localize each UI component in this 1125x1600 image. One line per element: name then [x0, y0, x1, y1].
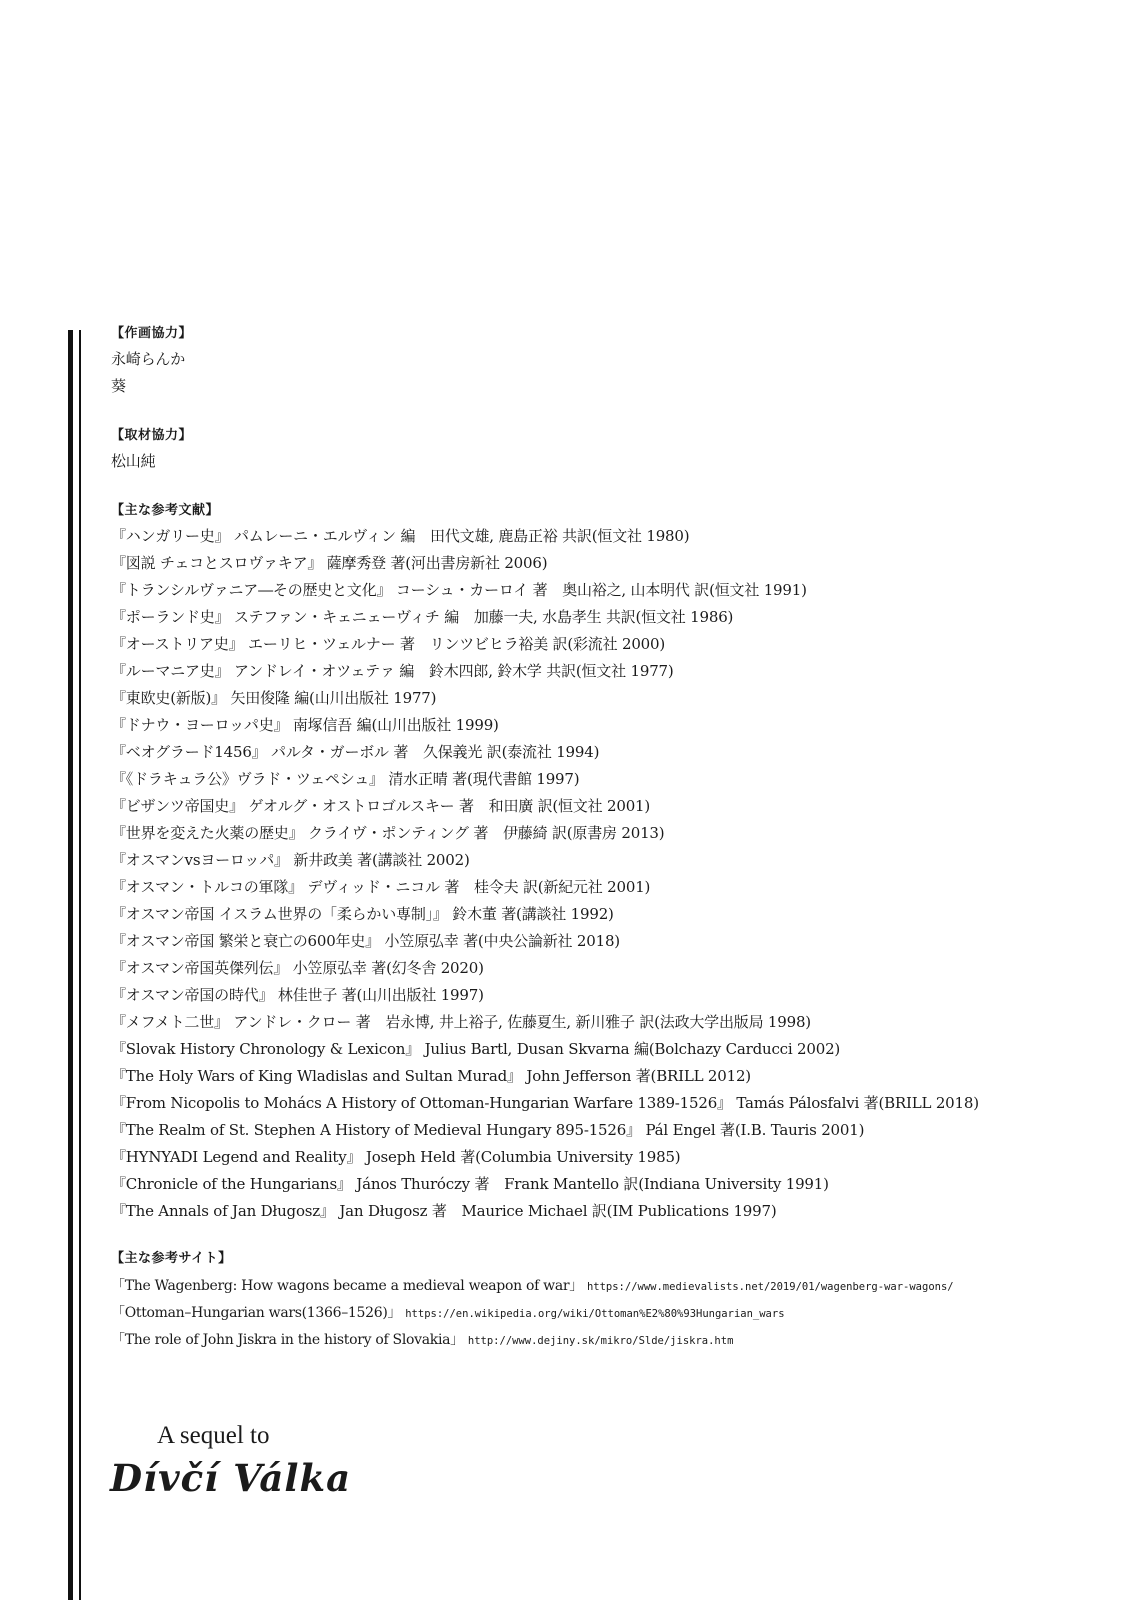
site-url: https://www.medievalists.net/2019/01/wagenberg-war-wagons/: [586, 1281, 954, 1293]
reference-item: 『世界を変えた火薬の歴史』 クライヴ・ポンティング 著 伊藤綺 訳(原書房 2013): [111, 824, 665, 842]
illustration-credits-heading: 【作画協力】: [111, 326, 193, 341]
reference-item: 『The Realm of St. Stephen A History of Medieval Hungary 895-1526』 Pál Engel 著(I.B. Tauris 2001): [111, 1121, 865, 1139]
reference-item: 『ルーマニア史』 アンドレイ・オツェテァ 編 鈴木四郎, 鈴木学 共訳(恒文社 1977): [111, 662, 674, 680]
sequel-logo: [110, 1418, 351, 1502]
reference-item: 『トランシルヴァニア―その歴史と文化』 コーシュ・カーロイ 著 奥山裕之, 山本明代 訳(恒文社 1991): [111, 581, 807, 599]
sequel-title: Dívčí Válka: [110, 1456, 352, 1500]
illustration-credits-section: [111, 324, 1111, 400]
site-title: 「The Wagenberg: How wagons became a medieval weapon of war」: [111, 1278, 583, 1294]
reference-item: 『ハンガリー史』 パムレーニ・エルヴィン 編 田代文雄, 鹿島正裕 共訳(恒文社 1980): [111, 527, 690, 545]
reference-item: 『図説 チェコとスロヴァキア』 薩摩秀登 著(河出書房新社 2006): [111, 554, 548, 572]
site-item: [111, 1273, 1111, 1300]
reference-item: 『Chronicle of the Hungarians』 János Thuróczy 著 Frank Mantello 訳(Indiana University 1991): [111, 1175, 829, 1193]
reference-item: 『オスマン帝国 繁栄と衰亡の600年史』 小笠原弘幸 著(中央公論新社 2018): [111, 932, 620, 950]
reference-item: 『The Holy Wars of King Wladislas and Sultan Murad』 John Jefferson 著(BRILL 2012): [111, 1067, 751, 1085]
reference-item: 『オスマンvsヨーロッパ』 新井政美 著(講談社 2002): [111, 851, 470, 869]
reference-item: 『Slovak History Chronology & Lexicon』 Julius Bartl, Dusan Skvarna 編(Bolchazy Carducci 2002): [111, 1040, 841, 1058]
site-url: https://en.wikipedia.org/wiki/Ottoman%E2%80%93Hungarian_wars: [405, 1308, 785, 1320]
reference-item: 『オーストリア史』 エーリヒ・ツェルナー 著 リンツビヒラ裕美 訳(彩流社 2000): [111, 635, 666, 653]
sites-heading: 【主な参考サイト】: [111, 1251, 232, 1266]
reference-item: 『ポーランド史』 ステファン・キェニェーヴィチ 編 加藤一夫, 水島孝生 共訳(恒文社 1986): [111, 608, 734, 626]
interview-credits-section: [111, 426, 1111, 475]
references-heading: 【主な参考文献】: [111, 503, 220, 518]
illustration-credit-name: 葵: [111, 377, 126, 395]
illustration-credit-name: 永崎らんか: [111, 350, 186, 368]
reference-item: 『ビザンツ帝国史』 ゲオルグ・オストロゴルスキー 著 和田廣 訳(恒文社 2001): [111, 797, 651, 815]
reference-item: 『《ドラキュラ公》ヴラド・ツェペシュ』 清水正晴 著(現代書館 1997): [111, 770, 580, 788]
site-url: http://www.dejiny.sk/mikro/Slde/jiskra.htm: [467, 1335, 734, 1347]
reference-item: 『ドナウ・ヨーロッパ史』 南塚信吾 編(山川出版社 1999): [111, 716, 499, 734]
sites-section: [111, 1249, 1111, 1354]
reference-item: 『From Nicopolis to Mohács A History of Ottoman-Hungarian Warfare 1389-1526』 Tamás Pálosfalvi 著(BRILL 2018): [111, 1094, 979, 1112]
margin-rule-thick: [68, 330, 73, 1600]
reference-item: 『東欧史(新版)』 矢田俊隆 編(山川出版社 1977): [111, 689, 437, 707]
reference-item: 『オスマン帝国の時代』 林佳世子 著(山川出版社 1997): [111, 986, 484, 1004]
site-title: 「Ottoman–Hungarian wars(1366–1526)」: [111, 1305, 402, 1321]
site-item: [111, 1300, 1111, 1327]
reference-item: 『ベオグラード1456』 パルタ・ガーボル 著 久保義光 訳(泰流社 1994): [111, 743, 600, 761]
credits-content: [111, 324, 1111, 1354]
reference-item: 『The Annals of Jan Długosz』 Jan Długosz 著 Maurice Michael 訳(IM Publications 1997): [111, 1202, 777, 1220]
reference-item: 『オスマン・トルコの軍隊』 デヴィッド・ニコル 著 桂令夫 訳(新紀元社 2001): [111, 878, 651, 896]
reference-item: 『オスマン帝国 イスラム世界の「柔らかい専制」』 鈴木董 著(講談社 1992): [111, 905, 614, 923]
site-title: 「The role of John Jiskra in the history of Slovakia」: [111, 1332, 464, 1348]
site-item: [111, 1327, 1111, 1354]
reference-item: 『メフメト二世』 アンドレ・クロー 著 岩永博, 井上裕子, 佐藤夏生, 新川雅子 訳(法政大学出版局 1998): [111, 1013, 811, 1031]
reference-item: 『HYNYADI Legend and Reality』 Joseph Held 著(Columbia University 1985): [111, 1148, 681, 1166]
sequel-prefix: A sequel to: [157, 1422, 270, 1449]
interview-credits-heading: 【取材協力】: [111, 428, 193, 443]
interview-credit-name: 松山純: [111, 452, 156, 470]
references-section: [111, 501, 1111, 1225]
reference-item: 『オスマン帝国英傑列伝』 小笠原弘幸 著(幻冬舎 2020): [111, 959, 484, 977]
margin-rule-thin: [79, 330, 81, 1600]
